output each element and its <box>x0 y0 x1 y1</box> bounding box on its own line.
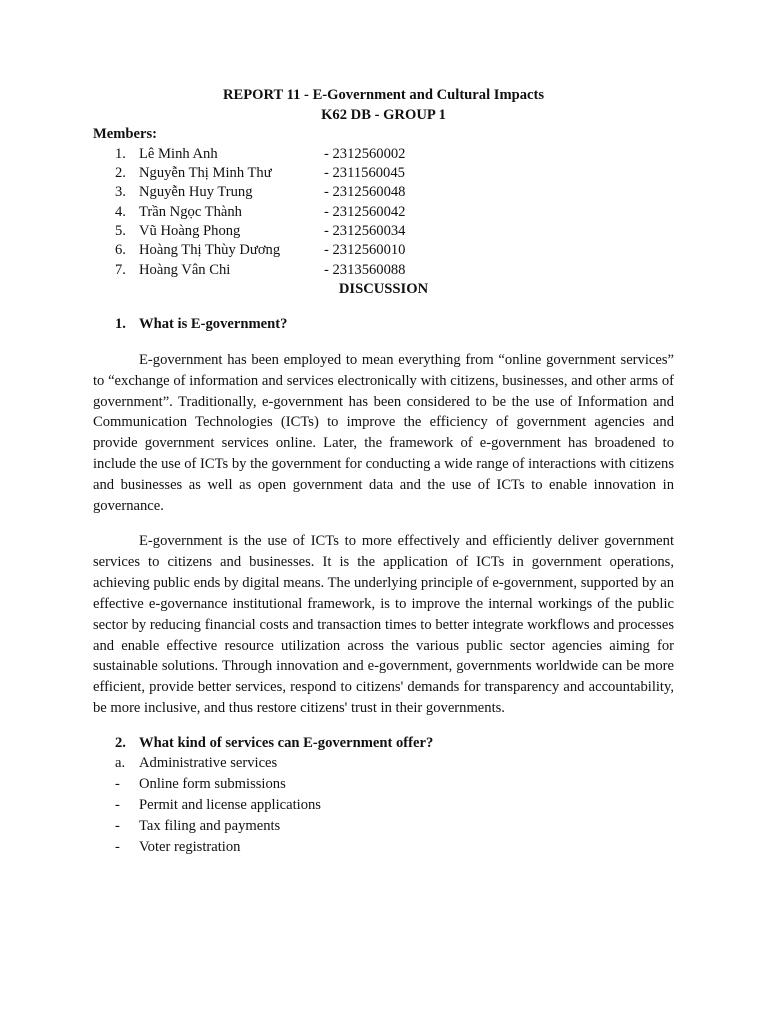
list-marker: - <box>115 776 120 793</box>
section-number: 1. <box>115 315 126 332</box>
member-row <box>93 183 674 202</box>
members-list <box>93 145 674 281</box>
member-id: - 2311560045 <box>324 164 405 181</box>
discussion-heading: DISCUSSION <box>338 281 429 298</box>
paragraph: E-government has been employed to mean everything from “online government services” to “exchange of information and services electronically with citizens, businesses, and other arms of government”. Traditionally, e-government has been considered to be the use of Information and Communication Technologies (ICTs) to improve the efficiency of government agencies and provide government services online. Later, the framework of e-government has broadened to include the use of ICTs by the government for conducting a wide range of interactions with citizens and businesses as well as open government data and the use of ICTs to enable innovation in governance. <box>93 351 674 515</box>
member-number: 6. <box>115 242 126 259</box>
member-id: - 2313560088 <box>324 261 406 278</box>
member-name: Hoàng Vân Chi <box>139 261 231 278</box>
paragraph: E-government is the use of ICTs to more effectively and efficiently deliver government services to citizens and businesses. It is the application of ICTs in government operations, achieving public ends by digital means. The underlying principle of e-government, supported by an effective e-governance institutional framework, is to improve the internal workings of the public sector by reducing financial costs and transaction times to better integrate workflows and processes and enable effective resource utilization across the various public sector agencies aiming for sustainable solutions. Through innovation and e-government, governments worldwide can be more efficient, provide better services, respond to citizens' demands for transparency and accountability, be more inclusive, and thus restore citizens' trust in their governments. <box>93 532 674 717</box>
list-item <box>93 837 674 858</box>
member-name: Vũ Hoàng Phong <box>139 223 241 240</box>
member-name: Nguyễn Huy Trung <box>139 184 253 201</box>
members-label: Members: <box>93 126 158 142</box>
member-number: 1. <box>115 145 126 162</box>
member-number: 2. <box>115 164 126 181</box>
member-row <box>93 261 674 280</box>
list-item <box>93 795 674 816</box>
list-text: Permit and license applications <box>139 796 321 813</box>
list-item <box>93 774 674 795</box>
member-id: - 2312560042 <box>324 203 406 220</box>
list-text: Administrative services <box>139 755 278 772</box>
member-id: - 2312560034 <box>324 223 406 240</box>
member-id: - 2312560002 <box>324 145 406 162</box>
list-marker: - <box>115 796 120 813</box>
member-row <box>93 222 674 241</box>
list-text: Voter registration <box>139 838 241 855</box>
services-list <box>93 753 674 857</box>
member-number: 7. <box>115 261 126 278</box>
list-marker: - <box>115 838 120 855</box>
member-number: 5. <box>115 223 126 240</box>
list-text: Tax filing and payments <box>139 817 281 834</box>
report-subtitle: K62 DB - GROUP 1 <box>321 106 446 123</box>
document-page <box>93 86 674 858</box>
member-row <box>93 164 674 183</box>
list-text: Online form submissions <box>139 776 286 793</box>
section-title: What kind of services can E-government offer? <box>139 735 434 752</box>
member-row <box>93 241 674 260</box>
member-name: Nguyễn Thị Minh Thư <box>139 164 272 181</box>
list-item <box>93 816 674 837</box>
member-name: Hoàng Thị Thùy Dương <box>139 242 281 259</box>
list-item <box>93 753 674 774</box>
member-id: - 2312560048 <box>324 184 406 201</box>
member-row <box>93 203 674 222</box>
member-row <box>93 145 674 164</box>
list-marker: - <box>115 817 120 834</box>
section-number: 2. <box>115 735 126 752</box>
section-2-heading <box>93 733 674 753</box>
list-marker: a. <box>115 755 126 772</box>
member-name: Trần Ngọc Thành <box>139 203 242 220</box>
section-1-heading <box>93 314 674 334</box>
member-name: Lê Minh Anh <box>139 145 218 162</box>
member-id: - 2312560010 <box>324 242 406 259</box>
member-number: 3. <box>115 184 126 201</box>
member-number: 4. <box>115 203 126 220</box>
section-title: What is E-government? <box>139 315 288 332</box>
report-title: REPORT 11 - E-Government and Cultural Impacts <box>222 87 545 103</box>
